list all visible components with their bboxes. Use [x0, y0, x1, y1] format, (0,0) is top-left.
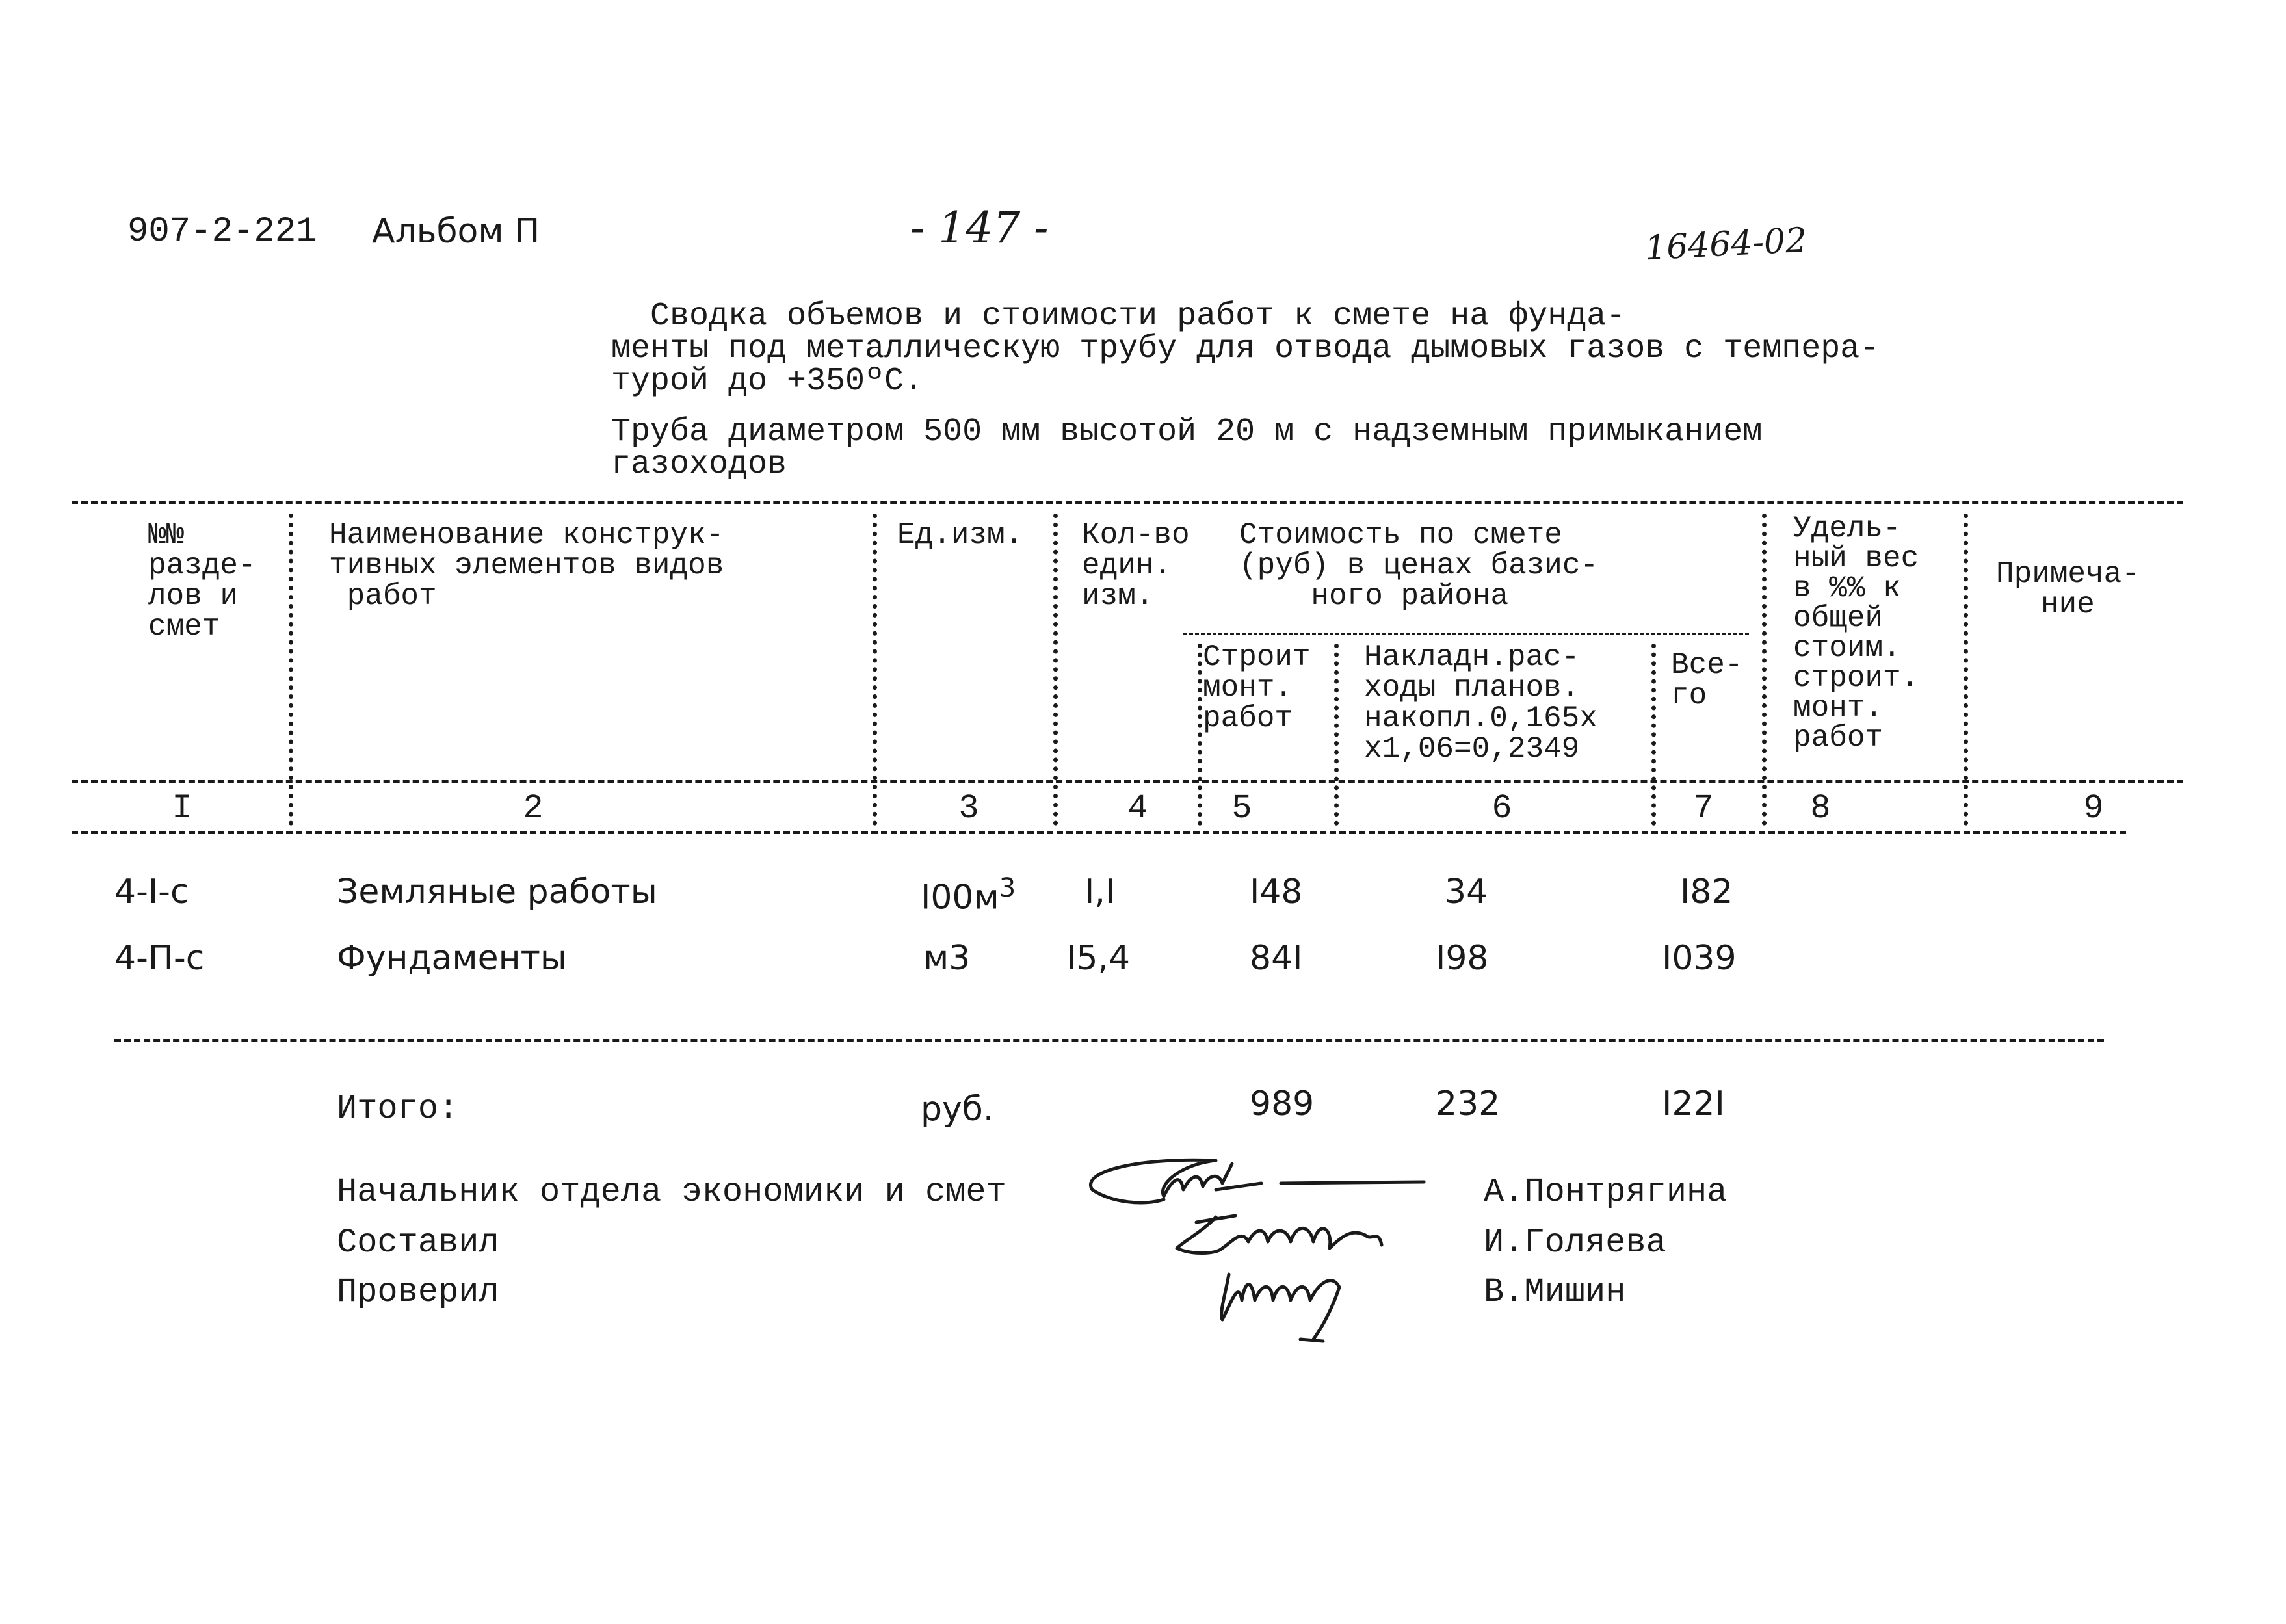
col-separator	[1198, 644, 1202, 826]
row-quantity: I,I	[1084, 872, 1116, 911]
row-element-name: Земляные работы	[337, 872, 657, 911]
row-total: I039	[1662, 939, 1737, 978]
column-number: 4	[1127, 789, 1148, 828]
total-sum: I22I	[1662, 1084, 1725, 1123]
signature-role-composer: Составил	[337, 1224, 499, 1262]
row-construction-cost: 84I	[1250, 939, 1303, 978]
column-number: 5	[1231, 789, 1252, 828]
header-overhead: Накладн.рас- ходы планов. накопл.0,165х х1,06=0,2349	[1364, 640, 1597, 766]
header-total: Все- го	[1671, 648, 1743, 713]
subtitle-line-2: газоходов	[611, 446, 787, 483]
row-construction-cost: I48	[1250, 872, 1303, 911]
row-unit: $I00м^3$	[921, 873, 1016, 917]
column-number: 2	[523, 789, 544, 828]
col-separator	[1334, 644, 1339, 826]
row-unit: м3	[923, 939, 971, 978]
column-number: 7	[1693, 789, 1714, 828]
total-construction-cost: 989	[1250, 1084, 1315, 1123]
table-top-rule	[72, 501, 2183, 504]
row-element-name: Фундаменты	[337, 939, 567, 978]
row-overhead: 34	[1445, 872, 1488, 911]
col-separator	[1762, 514, 1767, 826]
header-unit: Ед.изм.	[897, 518, 1023, 552]
row-total: I82	[1680, 872, 1733, 911]
column-number: 9	[2083, 789, 2104, 828]
title-line-3: турой до +350ºС.	[611, 363, 924, 400]
signatory-name-composer: И.Голяева	[1484, 1224, 1666, 1262]
column-number: 6	[1491, 789, 1512, 828]
album-label: Альбом П	[372, 212, 540, 251]
title-line-2: менты под металлическую трубу для отвода дымовых газов с темпера-	[611, 330, 1880, 367]
header-element-name: Наименование конструк- тивных элементов видов работ	[329, 518, 724, 613]
table-bottom-rule	[114, 1039, 2104, 1042]
signature-role-checker: Проверил	[337, 1273, 499, 1311]
signatory-name-checker: В.Мишин	[1484, 1273, 1626, 1311]
column-number-rule	[72, 831, 2126, 834]
row-overhead: I98	[1436, 939, 1489, 978]
row-section-code: 4-П-с	[114, 939, 205, 978]
cost-group-rule	[1183, 633, 1749, 635]
header-construction-cost: Строит монт. работ	[1203, 640, 1311, 735]
row-section-code: 4-I-с	[114, 872, 189, 911]
signature-mark-checker	[1222, 1274, 1339, 1341]
signatory-name-head: А.Понтрягина	[1484, 1173, 1728, 1211]
total-unit: руб.	[921, 1090, 994, 1129]
total-label: Итого:	[337, 1090, 459, 1128]
column-number: 8	[1810, 789, 1831, 828]
total-overhead: 232	[1436, 1084, 1501, 1123]
col-separator	[1964, 514, 1968, 826]
col-separator	[289, 514, 293, 826]
col-separator	[1053, 514, 1058, 826]
header-bottom-rule	[72, 780, 2183, 783]
page-number: - 147 -	[910, 203, 1049, 253]
handwritten-reference: 16464-02	[1644, 220, 1808, 268]
col-separator	[873, 514, 877, 826]
column-number: 3	[958, 789, 979, 828]
title-line-1: Сводка объемов и стоимости работ к смете на фунда-	[650, 298, 1626, 335]
signature-role-head: Начальник отдела экономики и смет	[337, 1173, 1006, 1211]
header-quantity: Кол-во един. изм.	[1082, 518, 1190, 613]
header-specific-weight: Удель- ный вес в %% к общей стоим. строит. монт. работ	[1793, 512, 1919, 755]
header-section-number: №№ разде- лов и смет	[148, 518, 256, 644]
subtitle-line-1: Труба диаметром 500 мм высотой 20 м с надземным примыканием	[611, 413, 1763, 451]
signature-mark-head	[1090, 1160, 1424, 1203]
signature-mark-composer	[1177, 1216, 1382, 1253]
col-separator	[1651, 644, 1656, 826]
handwritten-signatures	[1066, 1144, 1430, 1352]
header-note: Примеча- ние	[1996, 557, 2140, 622]
document-code: 907-2-221	[127, 212, 317, 252]
header-cost-group: Стоимость по смете (руб) в ценах базис- ного района	[1239, 518, 1599, 613]
row-quantity: I5,4	[1066, 939, 1131, 978]
column-number: I	[172, 789, 192, 828]
